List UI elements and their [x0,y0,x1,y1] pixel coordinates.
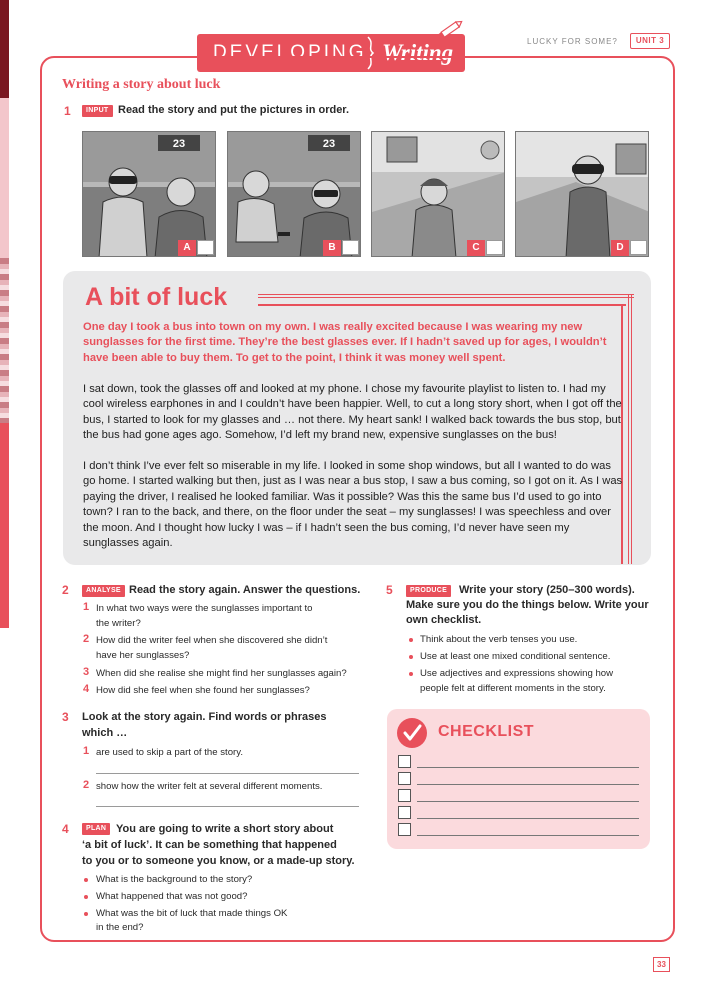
ex2-q2-number: 2 [83,633,90,645]
checklist-checkbox[interactable] [398,806,411,819]
ex5-instruction-line3: own checklist. [406,614,482,626]
bus-sign-a: 23 [172,138,186,150]
picture-label-a: A [178,240,196,256]
ex4-bullet-1: What is the background to the story? [96,874,253,885]
picture-label-c: C [467,240,485,256]
ex2-q1-line2: the writer? [96,618,141,629]
ex3-instruction-line2: which … [82,727,128,739]
picture-label-b: B [323,240,341,256]
ex5-number: 5 [386,583,393,597]
ex3-q1-number: 1 [83,745,90,757]
ex4-bullet-3: What was the bit of luck that made things OK [96,908,288,919]
checklist-line[interactable] [417,801,639,802]
ex3-q2-text: show how the writer felt at several different moments. [96,781,323,792]
ex1-tag: INPUT [82,105,113,117]
picture-answer-box-c[interactable] [486,240,503,255]
ex4-instruction-line2: ‘a bit of luck’. It can be something that happened [82,839,337,851]
checklist-line[interactable] [417,835,639,836]
story-title: A bit of luck [85,283,228,311]
ex2-q1-number: 1 [83,601,90,613]
section-title: Writing a story about luck [62,77,221,92]
story-paragraph-2: I don’t think I’ve ever felt so miserable in my life. I looked in some shop windows, but all I wanted to do was go home. I started walking but then, just as I was near a bus stop, I saw a bus coming, so I got on it. As I was paying the driver, I realised he looked familiar. Was it possible? Was this the same bus I’d used to go into town? I ran to the back, and there, on the floor under the seat – my sunglasses! I was speechless and over the moon. And I thought how lucky I was – if I hadn’t seen the bus coming, I’d never have seen my sunglasses again. [83,460,623,550]
ex3-answer-line-1[interactable] [96,773,359,774]
picture-d [515,131,649,257]
bullet-icon [409,638,413,642]
header-developing: DEVELOPING [213,42,367,63]
bullet-icon [409,672,413,676]
ex2-q4-line1: How did she feel when she found her sunglasses? [96,685,310,696]
ex4-instruction-line3: to you or to someone you know, or a made-up story. [82,855,355,867]
checklist-checkbox[interactable] [398,755,411,768]
picture-answer-box-b[interactable] [342,240,359,255]
checklist-checkbox[interactable] [398,772,411,785]
ex3-instruction-line1: Look at the story again. Find words or phrases [82,711,327,723]
ex2-q3-line1: When did she realise she might find her sunglasses again? [96,668,347,679]
story-decoration-line [628,294,632,564]
page-number: 33 [653,957,670,972]
ex4-instruction-line1: You are going to write a short story about [116,823,334,835]
story-paragraph-1: I sat down, took the glasses off and looked at my phone. I chose my favourite playlist to listen to. I had my cool wireless earphones in and I couldn’t have been happier. Well, to cut a long story short, when I got off the bus, I started to look for my glasses and … not there. My heart sank! I walked back towards the bus stop, but the bus had gone ages ago. Somehow, I’d left my brand new, expensive sunglasses on the bus! [83,383,622,442]
ex1-instruction: Read the story and put the pictures in order. [118,104,350,116]
ex2-q3-number: 3 [83,666,90,678]
bullet-icon [84,912,88,916]
ex3-number: 3 [62,710,69,724]
edge-stripe-pattern [0,258,9,423]
ex5-bullet-1: Think about the verb tenses you use. [420,634,578,645]
picture-answer-box-a[interactable] [197,240,214,255]
bullet-icon [84,878,88,882]
ex4-bullet-2: What happened that was not good? [96,891,248,902]
edge-stripe-dark [0,0,9,98]
ex4-bullet-3-cont: in the end? [96,922,144,933]
checklist-line[interactable] [417,784,639,785]
ex2-instruction: Read the story again. Answer the questions. [129,584,361,596]
ex2-q2-line1: How did the writer feel when she discovered she didn’t [96,635,328,646]
checkmark-icon [397,718,427,748]
lesson-title: LUCKY FOR SOME? [527,37,618,46]
checklist-line[interactable] [417,818,639,819]
picture-a [82,131,216,257]
checklist-title: CHECKLIST [438,723,535,740]
edge-stripe-pink [0,98,9,258]
ex5-bullet-2: Use at least one mixed conditional sentence. [420,651,611,662]
unit-badge: UNIT 3 [630,33,670,49]
ex2-q1-line1: In what two ways were the sunglasses important to [96,603,313,614]
ex2-q2-line2: have her sunglasses? [96,650,190,661]
ex5-bullet-3-cont: people felt at different moments in the story. [420,683,606,694]
ex3-q2-number: 2 [83,779,90,791]
picture-b [227,131,361,257]
ex5-instruction-line1: Write your story (250–300 words). [459,584,635,596]
ex4-number: 4 [62,822,69,836]
bullet-icon [409,655,413,659]
picture-answer-box-d[interactable] [630,240,647,255]
story-decoration-line [258,304,626,306]
checklist-checkbox[interactable] [398,789,411,802]
story-intro: One day I took a bus into town on my own. I was really excited because I was wearing my new sunglasses for the first time. They’re the best glasses ever. If I hadn’t saved up for ages, I wouldn’t have been able to buy them. To get to the point, I think it was money well spent. [83,321,607,364]
bus-exit-illustration [228,132,361,257]
street-sad-illustration [372,132,505,257]
ex5-instruction-line2: Make sure you do the things below. Write your [406,599,649,611]
edge-stripe-red [0,423,9,628]
checklist-checkbox[interactable] [398,823,411,836]
ex3-answer-line-2[interactable] [96,806,359,807]
picture-c [371,131,505,257]
bullet-icon [84,895,88,899]
checklist-line[interactable] [417,767,639,768]
ex5-tag: PRODUCE [406,585,451,597]
ex2-number: 2 [62,583,69,597]
picture-label-d: D [611,240,629,256]
street-happy-illustration [516,132,649,257]
ex4-tag: PLAN [82,823,110,835]
ex3-q1-text: are used to skip a part of the story. [96,747,244,758]
bus-sign-b: 23 [322,138,336,150]
ex2-q4-number: 4 [83,683,90,695]
ex1-number: 1 [64,104,71,118]
ex5-bullet-3: Use adjectives and expressions showing how [420,668,614,679]
pencil-icon [437,16,465,42]
header-writing: Writing [382,40,454,65]
story-decoration-line [258,294,634,298]
ex2-tag: ANALYSE [82,585,125,597]
bus-interior-illustration [83,132,216,257]
